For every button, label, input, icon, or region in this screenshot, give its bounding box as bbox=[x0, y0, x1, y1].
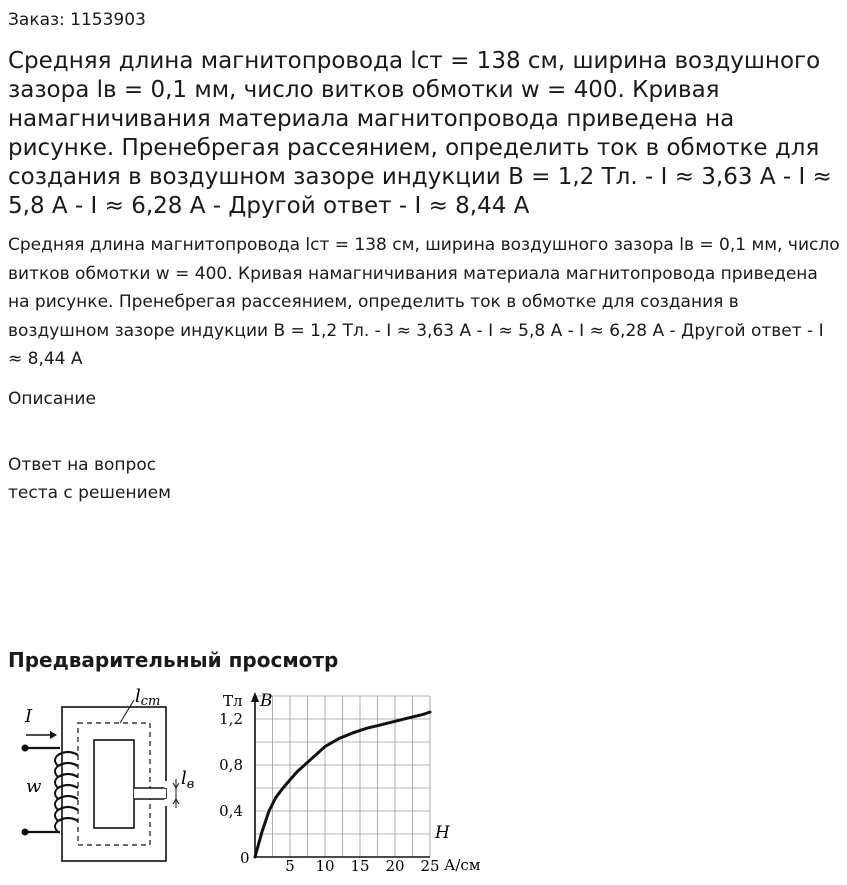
y-unit-label: Тл bbox=[223, 692, 243, 710]
description-label: Описание bbox=[8, 389, 96, 409]
length-leader bbox=[120, 700, 134, 723]
x-tick-label: 5 bbox=[285, 857, 295, 875]
terminal-top bbox=[22, 745, 29, 752]
magnetization-curve-chart bbox=[219, 691, 480, 875]
question-text: Средняя длина магнитопровода lст = 138 см, ширина воздушного зазора lв = 0,1 мм, число витков обмотки w = 400. Кривая намагничивания материала магнитопровода приведена на рисунке. Пренебрегая рассеянием, определить ток в обмотке для создания в воздушном зазоре индукции B = 1,2 Тл. - I ≈ 3,63 А - I ≈ 5,8 А - I ≈ 6,28 А - Другой ответ - I ≈ 8,44 А bbox=[8, 235, 840, 369]
mean-path bbox=[78, 723, 150, 845]
core-inner bbox=[94, 740, 134, 828]
magnetic-circuit-diagram bbox=[25, 700, 179, 861]
turns-label: w bbox=[26, 776, 42, 797]
x-tick-label: 25 bbox=[420, 857, 440, 875]
page-title: Средняя длина магнитопровода lст = 138 см, ширина воздушного зазора lв = 0,1 мм, число витков обмотки w = 400. Кривая намагничивания материала магнитопровода приведена на рисунке. Пренебрегая рассеянием, определить ток в обмотке для создания в воздушном зазоре индукции B = 1,2 Тл. - I ≈ 3,63 А - I ≈ 5,8 А - I ≈ 6,28 А - Другой ответ - I ≈ 8,44 А bbox=[8, 48, 832, 219]
order-number: Заказ: 1153903 bbox=[8, 10, 146, 30]
y-tick-label: 0,4 bbox=[219, 802, 243, 820]
x-unit-label: А/см bbox=[444, 856, 480, 874]
x-tick-label: 20 bbox=[385, 857, 405, 875]
gap-length-label: $l_в$ bbox=[181, 768, 195, 792]
answer-line-1: Ответ на вопрос bbox=[8, 455, 157, 475]
y-tick-label: 1,2 bbox=[219, 710, 243, 728]
answer-line-2: теста с решением bbox=[8, 483, 171, 503]
y-axis-label: B bbox=[260, 691, 273, 711]
y-tick-label: 0,8 bbox=[219, 756, 243, 774]
air-gap bbox=[134, 788, 166, 799]
x-tick-label: 15 bbox=[350, 857, 370, 875]
core-length-label: lст bbox=[135, 686, 161, 709]
y-axis-arrow bbox=[251, 692, 259, 702]
current-label: I bbox=[25, 706, 33, 727]
terminal-bottom bbox=[22, 829, 29, 836]
x-axis-label: H bbox=[435, 823, 450, 843]
origin-label: 0 bbox=[240, 849, 250, 867]
preview-heading: Предварительный просмотр bbox=[8, 648, 339, 672]
answer-caption bbox=[8, 451, 171, 507]
tick-labels bbox=[219, 710, 439, 875]
preview-image bbox=[0, 680, 480, 885]
x-tick-label: 10 bbox=[315, 857, 335, 875]
